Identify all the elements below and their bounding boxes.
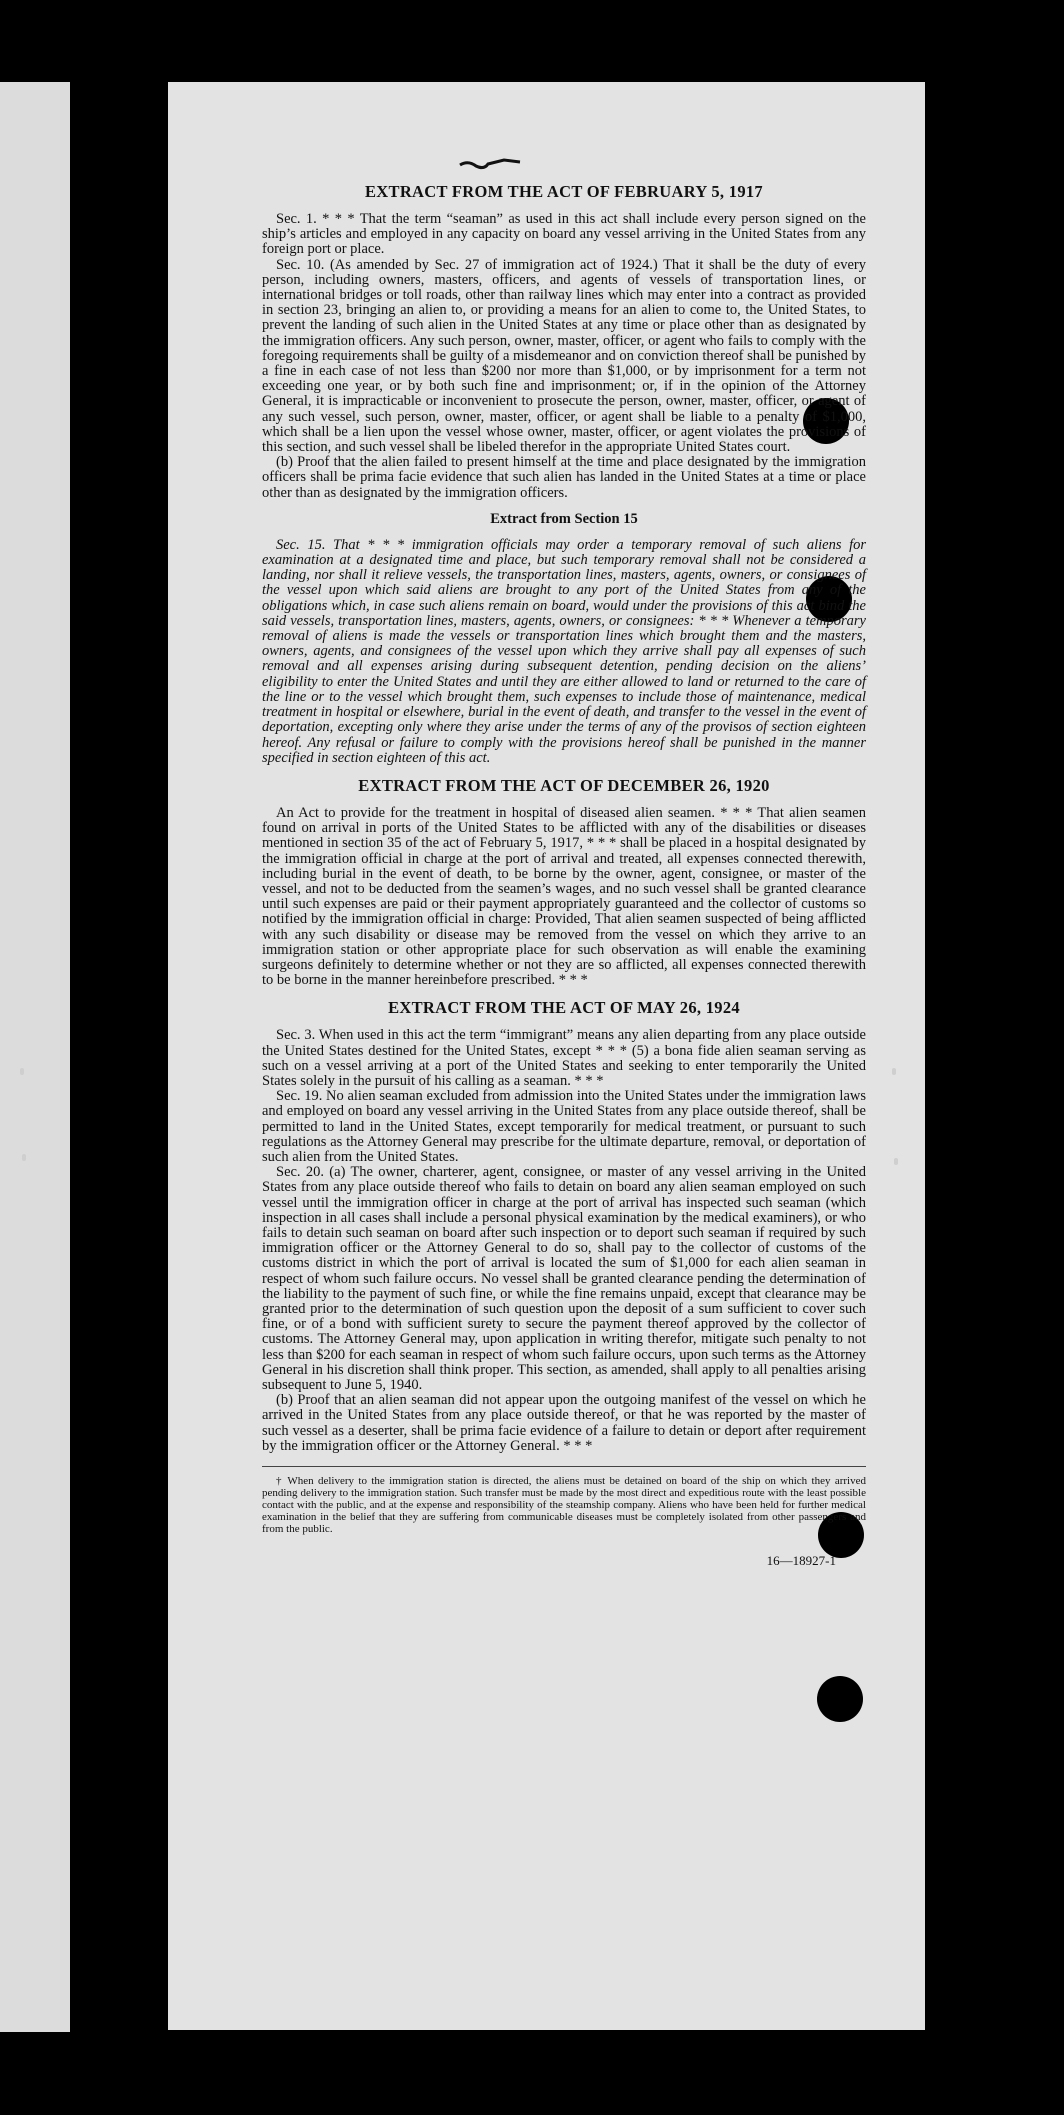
- document-page: [168, 82, 925, 2030]
- paragraph-sec-10: Sec. 10. (As amended by Sec. 27 of immigration act of 1924.) That it shall be the duty of every person, including owners, masters, officers, and agents of vessels of transportation lines, or international bridges or toll roads, other than railway lines which may enter into a contract as provided in section 23, bringing an alien to, or providing a means for an alien to come to, the United States, to prevent the landing of such alien in the United States at any time or place other than as designated by the immigration officers. Any such person, owner, master, officer, or agent who fails to comply with the foregoing requirements shall be guilty of a misdemeanor and on conviction thereof shall be punished by a fine in each case of not less than $200 nor more than $1,000, or by imprisonment for a term not exceeding one year, or by both such fine and imprisonment; or, if in the opinion of the Attorney General, it is impracticable or inconvenient to prosecute the person, owner, master, officer, or agent of any such vessel, such person, owner, master, officer, or agent shall be liable to a penalty of $1,000, which shall be a lien upon the vessel whose owner, master, officer, or agent violates the provisions of this section, and such vessel shall be libeled therefor in the appropriate United States court.: [262, 256, 866, 456]
- form-code: 16—18927-1: [766, 1553, 836, 1569]
- scan-speck: [20, 1068, 24, 1075]
- footnote: † When delivery to the immigration station is directed, the aliens must be detained on board of the ship on which they arrived pending delivery to the immigration station. Such transfer must be made by the most direct and expeditious route with the least possible contact with the public, and at the expense and responsibility of the steamship company. Aliens who have been held for further medical examination in the belief that they are suffering from communicable diseases must be completely isolated from other passengers and from the public.: [262, 1475, 866, 1536]
- footnote-divider: [262, 1466, 866, 1467]
- scan-speck: [892, 1068, 896, 1075]
- paragraph-act-1920: An Act to provide for the treatment in hospital of diseased alien seamen. * * * That alien seamen found on arrival in ports of the United States to be afflicted with any of the disabilities or diseases mentioned in section 35 of the act of February 5, 1917, * * * shall be placed in a hospital designated by the immigration official in charge at the port of arrival and treated, all expenses connected therewith, including burial in the event of death, to be borne by the owner, agent, consignee, or master of the vessel, and not to be deducted from the seamen’s wages, and no such vessel shall be granted clearance until such expenses are paid or their payment appropriately guaranteed and the collector of customs so notified by the immigration official in charge: Provided, That alien seamen suspected of being afflicted with any such disability or disease may be removed from the vessel on which they arrive to an immigration station or other appropriate place for such observation as will enable the examining surgeons definitely to determine whether or not they are so afflicted, all expenses connected therewith to be borne in the manner hereinbefore prescribed. * * *: [262, 804, 866, 989]
- scan-speck: [22, 1154, 26, 1161]
- heading-act-may-1924: EXTRACT FROM THE ACT OF MAY 26, 1924: [388, 998, 740, 1018]
- heading-section-15: Extract from Section 15: [490, 510, 638, 527]
- paragraph-sec-20-a: Sec. 20. (a) The owner, charterer, agent, consignee, or master of any vessel arriving in the United States from any place outside thereof who fails to detain on board any alien seaman employed on such vessel until the immigration officer in charge at the port of arrival has inspected such seaman (which inspection in all cases shall include a personal physical examination by the medical examiners), or who fails to detain such seaman on board after such inspection or to deport such seaman if required by such immigration officer or the Attorney General to do so, shall pay to the collector of customs of the customs district in which the port of arrival is located the sum of $1,000 for each alien seaman in respect of whom such failure occurs. No vessel shall be granted clearance pending the determination of the liability to the payment of such fine, or while the fine remains unpaid, except that clearance may be granted prior to the determination of such question upon the deposit of a sum sufficient to cover such fine, or of a bond with sufficient surety to secure the payment thereof approved by the collector of customs. The Attorney General may, upon application in writing therefor, mitigate such penalty to not less than $200 for each seaman in respect of whom such failure occurs, upon such terms as the Attorney General in his discretion shall think proper. This section, as amended, shall apply to all penalties arising subsequent to June 5, 1940.: [262, 1164, 866, 1394]
- paragraph-sec-15: Sec. 15. That * * * immigration officials may order a temporary removal of such aliens for examination at a designated time and place, but such temporary removal shall not be considered a landing, nor shall it relieve vessels, the transportation lines, masters, agents, owners, or consignees of the vessel upon which said aliens are brought to any port of the United States from any of the obligations which, in case such aliens remain on board, would under the provisions of this act bind the said vessels, transportation lines, masters, agents, owners, or consignees: * * * Whenever a temporary removal of aliens is made the vessels or transportation lines which brought them and the masters, owners, agents, and consignees of the vessel upon which they arrive shall pay all expenses of such removal and all expenses arising during subsequent detention, pending decision on the aliens’ eligibility to enter the United States and until they are either allowed to land or returned to the care of the line or to the vessel which brought them, such expenses to include those of maintenance, medical treatment in hospital or elsewhere, burial in the event of death, and transfer to the vessel in the event of deportation, excepting only where they arise under the terms of any of the provisos of section eighteen hereof. Any refusal or failure to comply with the provisions hereof shall be punished in the manner specified in section eighteen of this act.: [262, 536, 866, 766]
- paragraph-sec-20-b: (b) Proof that an alien seaman did not appear upon the outgoing manifest of the vessel on which he arrived in the United States from any place outside thereof, or that he was reported by the master of such vessel as a deserter, shall be prima facie evidence of a failure to detain or deport after requirement by the immigration officer or the Attorney General. * * *: [262, 1392, 866, 1454]
- paragraph-sec-3: Sec. 3. When used in this act the term “immigrant” means any alien departing from any place outside the United States destined for the United States, except * * * (5) a bona fide alien seaman serving as such on a vessel arriving at a port of the United States and seeking to enter temporarily the United States solely in the pursuit of his calling as a seaman. * * *: [262, 1027, 866, 1089]
- heading-act-feb-1917: EXTRACT FROM THE ACT OF FEBRUARY 5, 1917: [365, 182, 763, 201]
- punch-hole: [817, 1676, 863, 1722]
- heading-act-dec-1920: EXTRACT FROM THE ACT OF DECEMBER 26, 1920: [358, 775, 770, 795]
- paragraph-sec-19: Sec. 19. No alien seaman excluded from admission into the United States under the immigration laws and employed on board any vessel arriving in the United States from any place outside thereof, shall be permitted to land in the United States, except temporarily for medical treatment, or pursuant to such regulations as the Attorney General may prescribe for the ultimate departure, removal, or deportation of such alien from the United States.: [262, 1088, 866, 1165]
- paragraph-sec-1: Sec. 1. * * * That the term “seaman” as used in this act shall include every person signed on the ship’s articles and employed in any capacity on board any vessel arriving in the United States from any foreign port or place.: [262, 211, 866, 258]
- ink-mark: [458, 156, 522, 172]
- adjacent-page-edge: [0, 82, 70, 2032]
- paragraph-sec-10-b: (b) Proof that the alien failed to present himself at the time and place designated by the immigration officers shall be prima facie evidence that such alien has landed in the United States at a time or place other than as designated by the immigration officers.: [262, 454, 866, 501]
- scan-speck: [894, 1158, 898, 1165]
- document-text: [262, 182, 866, 1569]
